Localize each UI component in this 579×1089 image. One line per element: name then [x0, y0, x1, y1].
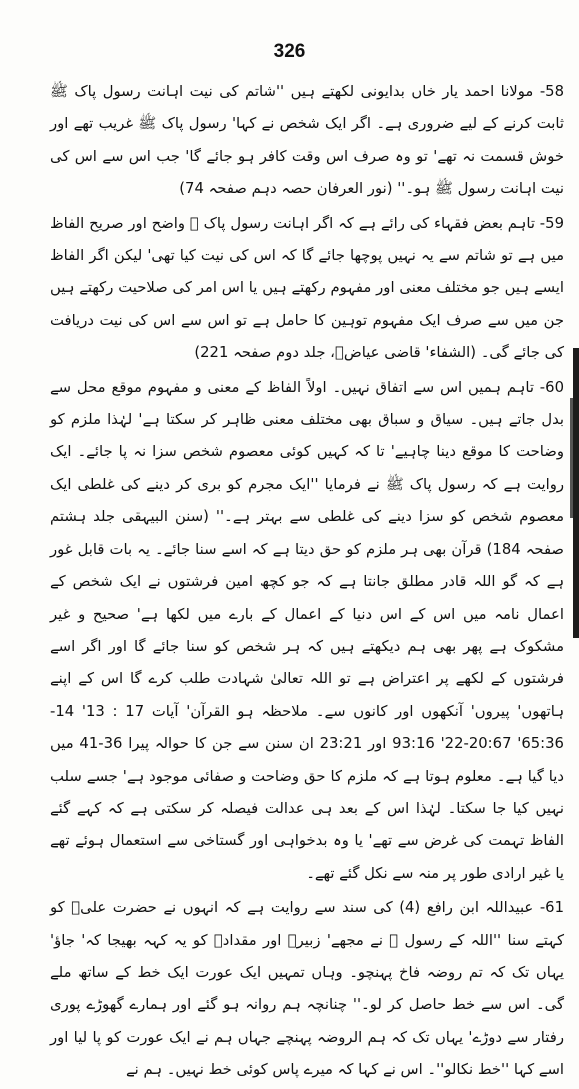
page-edge-mark: [570, 398, 573, 518]
paragraph-59: 59- تاہم بعض فقہاء کی رائے ہے کہ اگر اہانت رسول پاک ﷺ واضح اور صریح الفاظ میں ہے تو شاتم سے یہ نہیں پوچھا جائے گا کہ اس کی نیت کیا تھی' لیکن اگر الفاظ ایسے ہیں جو مختلف معنی اور مفہوم رکھتے ہیں یا اس امر کی صلاحیت رکھتے ہیں جن میں سے صرف ایک مفہوم توہین کا حامل ہے تو اس سے اس کی نیت دریافت کی جائے گی۔ (الشفاء' قاضی عیاضؒ، جلد دوم صفحہ 221): [50, 214, 564, 362]
page-edge-bar: [573, 348, 579, 638]
paragraph-58: 58- مولانا احمد یار خاں بدایونی لکھتے ہیں ''شاتم کی نیت اہانت رسول پاک ﷺ ثابت کرنے کے لیے ضروری ہے۔ اگر ایک شخص نے کہا' رسول پاک ﷺ غریب تھے اور خوش قسمت نہ تھے' تو وہ صرف اس وقت کافر ہو جائے گا' جب اس سے اس کی نیت اہانت رسول ﷺ ہو۔'' (نور العرفان حصہ دہم صفحہ 74): [50, 83, 564, 198]
page-number: 326: [273, 41, 306, 62]
page-body: [50, 76, 564, 1089]
paragraph-60: 60- تاہم ہمیں اس سے اتفاق نہیں۔ اولاً الفاظ کے معنی و مفہوم موقع محل سے بدل جاتے ہیں۔ سیاق و سباق بھی مختلف معنی ظاہر کر سکتا ہے' لہٰذا ملزم کو وضاحت کا موقع دینا چاہیے' تا کہ کہیں کوئی معصوم شخص سزا نہ پا جائے۔ ایک روایت ہے کہ رسول پاک ﷺ نے فرمایا ''ایک مجرم کو بری کر دینے کی غلطی ایک معصوم شخص کو سزا دینے کی غلطی سے بہتر ہے۔'' (سنن البیہقی جلد ہشتم صفحہ 184) قرآن بھی ہر ملزم کو حق دیتا ہے کہ اسے سنا جائے۔ یہ بات قابل غور ہے کہ گو اللہ قادر مطلق جانتا ہے کہ جو کچھ امین فرشتوں نے ایک شخص کے اعمال نامہ میں اس کے اس دنیا کے اعمال کے بارے میں لکھا ہے' صحیح و غیر مشکوک ہے پھر بھی ہم دیکھتے ہیں کہ ہر شخص کو سنا جائے گا اور اگر اسے فرشتوں کے لکھے پر اعتراض ہے تو اللہ تعالیٰ شہادت طلب کرے گا اس کے اپنے ہاتھوں' پیروں' آنکھوں اور کانوں سے۔ ملاحظہ ہو القرآن' آیات 17 : 13' 14-65:36' 20:67-22' 93:16 اور 23:21 ان سنن سے جن کا حوالہ پیرا 36-41 میں دیا گیا ہے۔ معلوم ہوتا ہے کہ ملزم کا حق وضاحت و صفائی موجود ہے' جسے سلب نہیں کیا جا سکتا۔ لہٰذا اس کے بعد ہی عدالت فیصلہ کر سکتی ہے کہ کہے گئے الفاظ تہمت کی غرض سے تھے' یا وہ بدخواہی اور گستاخی سے استعمال ہوئے تھے یا غیر ارادی طور پر منہ سے نکل گئے تھے۔: [50, 378, 564, 882]
paragraph-61: 61- عبیداللہ ابن رافع (4) کی سند سے روایت ہے کہ انہوں نے حضرت علیؓ کو کہتے سنا ''اللہ کے رسول ﷺ نے مجھے' زبیرؓ اور مقدادؓ کو یہ کہہ بھیجا کہ' جاؤ' یہاں تک کہ تم روضہ فاخ پہنچو۔ وہاں تمہیں ایک عورت ایک خط کے ساتھ ملے گی۔ اس سے خط حاصل کر لو۔'' چنانچہ ہم روانہ ہو گئے اور ہمارے گھوڑے پوری رفتار سے دوڑے' یہاں تک کہ ہم الروضہ پہنچے جہاں ہم نے ایک عورت کو پا لیا اور اسے کہا ''خط نکالو''۔ اس نے کہا کہ میرے پاس کوئی خط نہیں۔ ہم نے: [50, 899, 565, 1079]
